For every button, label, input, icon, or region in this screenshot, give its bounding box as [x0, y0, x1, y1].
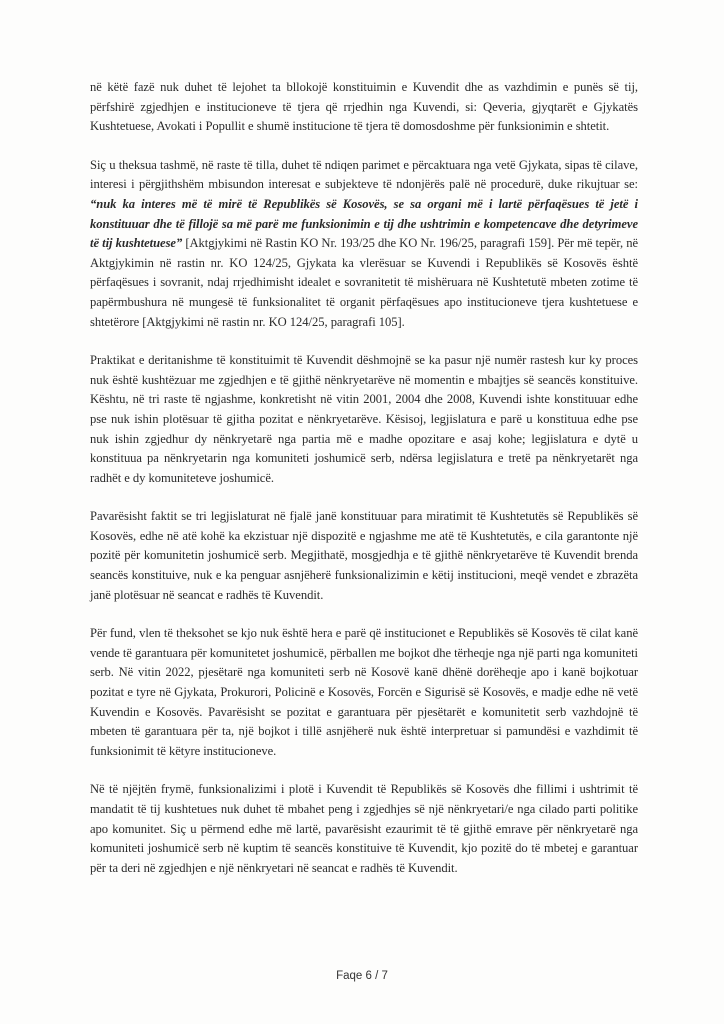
paragraph-5: Për fund, vlen të theksohet se kjo nuk është hera e parë që institucionet e Republikës së Kosovës të cilat kanë vende të garantuara për komunitetet joshumicë, përballen me bojkot dhe tërheqje nga një parti nga komuniteti serb. Në vitin 2022, pjesëtarë nga komuniteti serb në Kosovë kanë dhënë dorëheqje apo i kanë bojkotuar pozitat e tyre në Gjykata, Prokurori, Policinë e Kosovës, Forcën e Sigurisë së Kosovës, e madje edhe në vetë Kuvendin e Kosovës. Pavarësisht se pozitat e garantuara për pjesëtarët e komunitetit serb vazhdojnë të mbeten të garantuara për ta, një bojkot i tillë asnjëherë nuk është interpretuar si pamundësi e vazhdimit të funksionimit të këtyre institucioneve. [90, 626, 638, 758]
paragraph-1: në këtë fazë nuk duhet të lejohet ta bllokojë konstituimin e Kuvendit dhe as vazhdimin e punës së tij, përfshirë zgjedhjen e institucioneve të tjera që rrjedhin nga Kuvendi, si: Qeveria, gjyqtarët e Gjykatës Kushtetuese, Avokati i Popullit e shumë institucione të tjera të domosdoshme për funksionimin e shtetit. [90, 80, 638, 134]
paragraph-4: Pavarësisht faktit se tri legjislaturat në fjalë janë konstituuar para miratimit të Kushtetutës së Republikës së Kosovës, edhe në atë kohë ka ekzistuar një dispozitë e ngjashme me atë të Kushtetutës, e cila garantonte një pozitë për komunitetin joshumicë serb. Megjithatë, mosgjedhja e të gjithë nënkryetarëve të Kuvendit brenda seancës konstituive, nuk e ka penguar asnjëherë funksionalizimin e këtij institucioni, meqë vendet e zbrazëta janë plotësuar në seancat e radhës të Kuvendit. [90, 509, 638, 602]
document-body [90, 78, 638, 897]
paragraph-2-intro: Siç u theksua tashmë, në raste të tilla, duhet të ndiqen parimet e përcaktuara nga vetë Gjykata, sipas të cilave, interesi i përgjithshëm mbisundon interesat e subjekteve të ndonjërës palë në procedurë, duke rikujtuar se: [90, 157, 638, 192]
paragraph-6: Në të njëjtën frymë, funksionalizimi i plotë i Kuvendit të Republikës së Kosovës dhe fillimi i ushtrimit të mandatit të tij kushtetues nuk duhet të mbahet peng i zgjedhjes së një nënkryetari/e nga cilado parti politike apo komunitet. Siç u përmend edhe më lartë, pavarësisht ezaurimit të të gjithë emrave për nënkryetarë nga komuniteti joshumicë serb në kuptim të seancës konstituive të Kuvendit, kjo pozitë do të mbetej e garantuar për ta deri në zgjedhjen e një nënkryetari në seancat e radhës të Kuvendit. [90, 782, 638, 875]
paragraph-3: Praktikat e deritanishme të konstituimit të Kuvendit dëshmojnë se ka pasur një numër rastesh kur ky proces nuk është kushtëzuar me zgjedhjen e të gjithë nënkryetarëve në momentin e mbajtjes së seancës konstituive. Kështu, në tri raste të ngjashme, konkretisht në vitin 2001, 2004 dhe 2008, Kuvendi ishte konstituuar edhe pse nuk ishin plotësuar të gjitha pozitat e nënkryetarëve. Kësisoj, legjislatura e parë u konstituua edhe pse nuk ishin zgjedhur dy nënkryetarë nga partia më e madhe opozitare e asaj kohe; legjislatura e dytë u konstituua pa nënkryetarin nga komuniteti joshumicë serb, ndërsa legjislatura e tretë pa nënkryetarët nga radhët e dy komuniteteve joshumicë. [90, 353, 638, 485]
paragraph-2 [90, 156, 638, 332]
paragraph-2-rest: [Aktgjykimi në Rastin KO Nr. 193/25 dhe KO Nr. 196/25, paragrafi 159]. Për më tepër, në Aktgjykimin në rastin nr. KO 124/25, Gjykata ka vlerësuar se Kuvendi i Republikës së Kosovës është përfaqësues i sovranit, ndaj rrjedhimisht idealet e sovranitetit të mishëruara në Kushtetutë mbeten zotime të papërmbushura në mungesë të funksionalitet të organit përfaqësues apo institucioneve tjera kushtetuese e shtetërore [Aktgjykimi në rastin nr. KO 124/25, paragrafi 105]. [90, 236, 638, 329]
page-number: Faqe 6 / 7 [336, 970, 388, 982]
court-quote: “nuk ka interes më të mirë të Republikës së Kosovës, se sa organi më i lartë përfaqësues të jetë i konstituuar dhe të fillojë sa më parë me funksionimin e tij dhe ushtrimin e kompetencave dhe detyrimeve të tij kushtetuese” [90, 196, 638, 251]
